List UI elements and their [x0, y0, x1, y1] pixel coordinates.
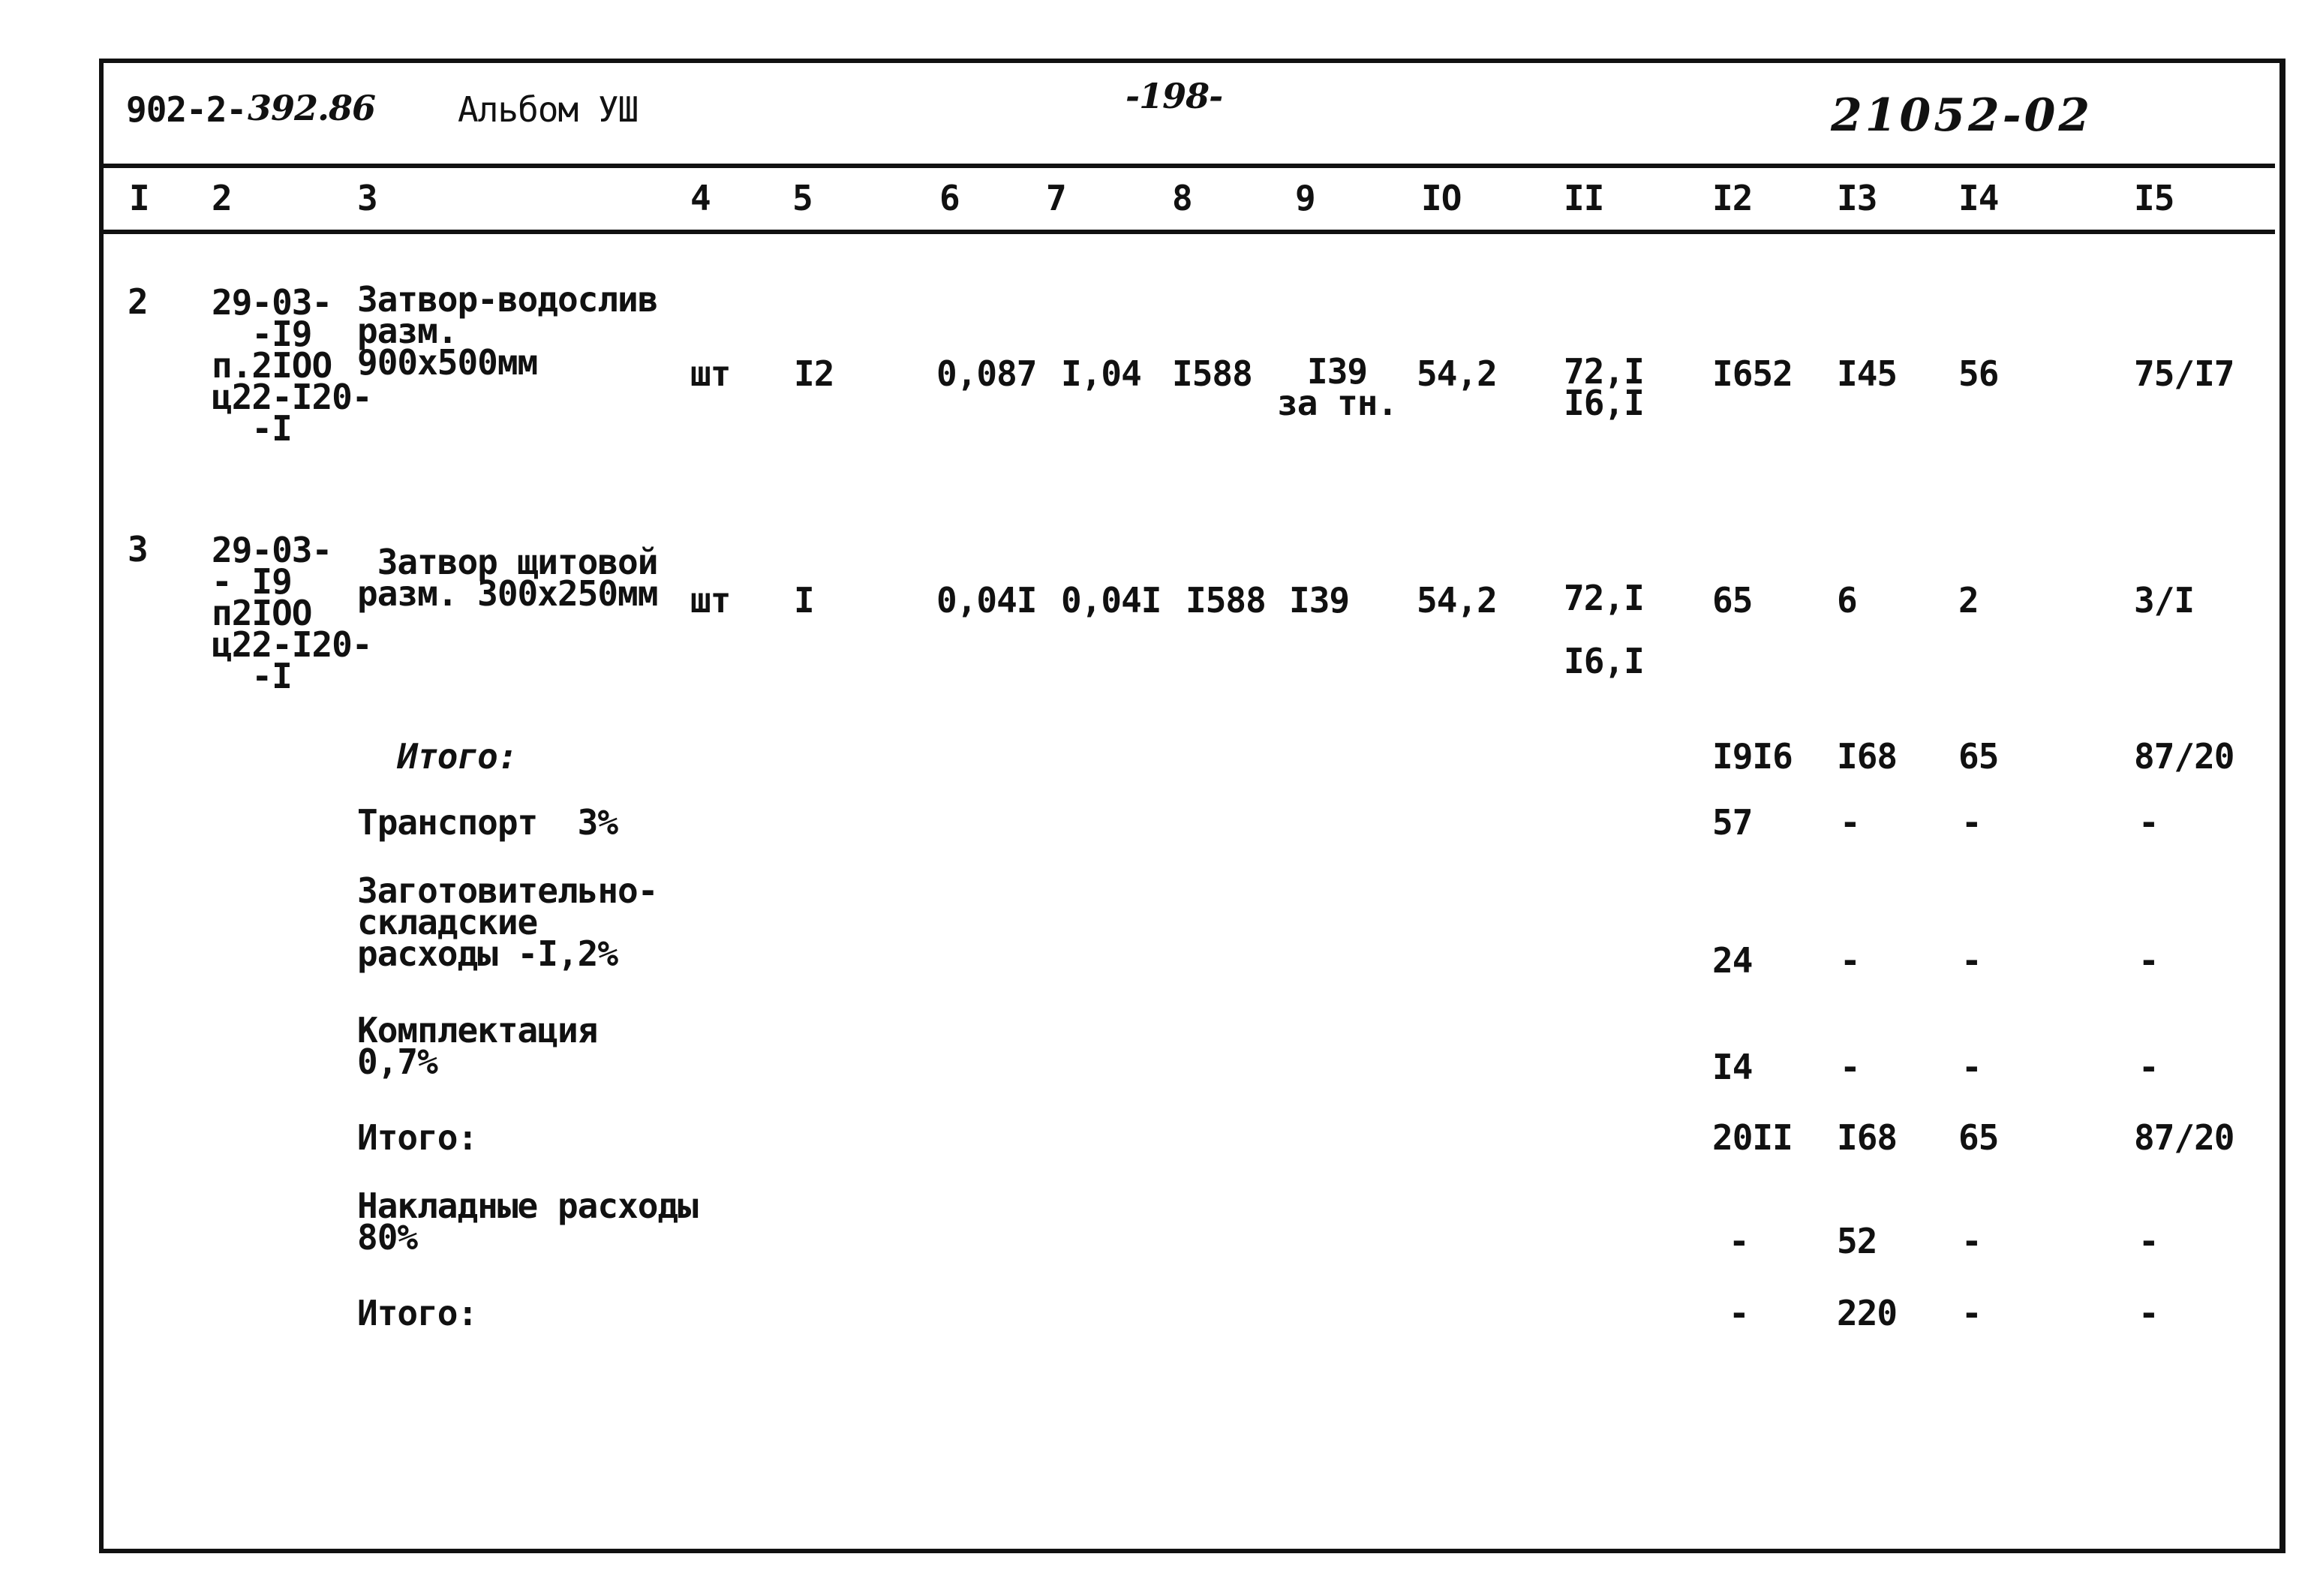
item-name: Затвор-водослив разм. 900x500мм: [357, 279, 658, 383]
summary-col15: -: [2138, 940, 2159, 981]
summary-col14: -: [1961, 1221, 1982, 1261]
cell-col12: 65: [1712, 580, 1753, 621]
summary-col14: 65: [1958, 736, 1999, 777]
summary-col13: 220: [1837, 1293, 1898, 1333]
cell-col15: 75/I7: [2134, 353, 2234, 394]
unit: шт: [690, 580, 731, 621]
cell-col12: I652: [1712, 353, 1793, 394]
cell-col6: 0,04I: [936, 580, 1037, 621]
unit: шт: [690, 353, 731, 394]
price-code: 29-03- -I9 п.2IOO ц22-I20- -I: [212, 282, 372, 449]
cell-col13: I45: [1837, 353, 1898, 394]
col-header: 9: [1295, 178, 1315, 218]
summary-col15: 87/20: [2134, 1117, 2234, 1158]
cell-col6: 0,087: [936, 353, 1037, 394]
cell-col10: 54,2: [1417, 580, 1497, 621]
summary-col13: -: [1840, 940, 1860, 981]
summary-col14: -: [1961, 1293, 1982, 1333]
cell-col7: 0,04I: [1061, 580, 1162, 621]
summary-col15: -: [2138, 1047, 2159, 1087]
row-number: 3: [128, 529, 148, 570]
col-header: IO: [1421, 178, 1462, 218]
col-header: 7: [1046, 178, 1066, 218]
cell-col11: 72,I I6,I: [1564, 578, 1644, 681]
summary-col15: 87/20: [2134, 736, 2234, 777]
summary-col13: I68: [1837, 736, 1898, 777]
summary-col12: -: [1729, 1293, 1749, 1333]
col-header: I: [129, 178, 149, 218]
summary-col13: I68: [1837, 1117, 1898, 1158]
summary-col12: I9I6: [1712, 736, 1793, 777]
summary-label: Итого:: [357, 736, 518, 777]
item-name: Затвор щитовой разм. 300x250мм: [357, 542, 658, 614]
summary-label: Итого:: [357, 1117, 478, 1158]
col-header: 8: [1172, 178, 1192, 218]
cell-col11: 72,I I6,I: [1564, 351, 1644, 423]
summary-col14: -: [1961, 802, 1982, 843]
quantity: I2: [794, 353, 834, 394]
stamp-number: 21052-02: [1831, 89, 2093, 142]
summary-col15: -: [2138, 1293, 2159, 1333]
cell-col8: I588: [1172, 353, 1252, 394]
summary-label: Комплектация 0,7%: [357, 1010, 598, 1082]
col-header: 2: [212, 178, 232, 218]
col-header: 4: [690, 178, 711, 218]
summary-col12: I4: [1712, 1047, 1753, 1087]
summary-col14: 65: [1958, 1117, 1999, 1158]
summary-col13: -: [1840, 802, 1860, 843]
quantity: I: [794, 580, 814, 621]
column-header-rule: [102, 230, 2275, 234]
summary-col13: 52: [1837, 1221, 1877, 1261]
summary-col14: -: [1961, 940, 1982, 981]
col-header: 5: [792, 178, 813, 218]
price-code: 29-03- - I9 п2IOO ц22-I20- -I: [212, 530, 372, 696]
summary-label: Итого:: [357, 1293, 478, 1333]
summary-label: Накладные расходы 80%: [357, 1186, 698, 1258]
cell-col15: 3/I: [2134, 580, 2195, 621]
page-number: -198-: [1125, 76, 1223, 116]
cell-col9: I39: [1289, 580, 1350, 621]
cell-col9: I39 за тн.: [1277, 351, 1398, 423]
col-header: 6: [939, 178, 960, 218]
summary-col15: -: [2138, 802, 2159, 843]
doc-number: 392.86: [248, 88, 376, 128]
cell-col14: 56: [1958, 353, 1999, 394]
col-header: II: [1564, 178, 1604, 218]
col-header: I5: [2134, 178, 2174, 218]
doc-prefix: 902-2-: [126, 89, 247, 130]
cell-col10: 54,2: [1417, 353, 1497, 394]
summary-col12: -: [1729, 1221, 1749, 1261]
header-rule: [102, 164, 2275, 168]
cell-col13: 6: [1837, 580, 1857, 621]
col-header: I3: [1837, 178, 1877, 218]
col-header: I2: [1712, 178, 1753, 218]
summary-label: Заготовительно- складские расходы -I,2%: [357, 870, 658, 974]
summary-col12: 20II: [1712, 1117, 1793, 1158]
col-header: 3: [357, 178, 377, 218]
summary-col14: -: [1961, 1047, 1982, 1087]
row-number: 2: [128, 281, 148, 322]
album-label: Альбом УШ: [458, 89, 639, 130]
summary-col12: 57: [1712, 802, 1753, 843]
summary-col13: -: [1840, 1047, 1860, 1087]
summary-col12: 24: [1712, 940, 1753, 981]
cell-col8: I588: [1186, 580, 1266, 621]
col-header: I4: [1958, 178, 1999, 218]
cell-col14: 2: [1958, 580, 1979, 621]
summary-label: Транспорт 3%: [357, 802, 618, 843]
cell-col7: I,04: [1061, 353, 1141, 394]
summary-col15: -: [2138, 1221, 2159, 1261]
